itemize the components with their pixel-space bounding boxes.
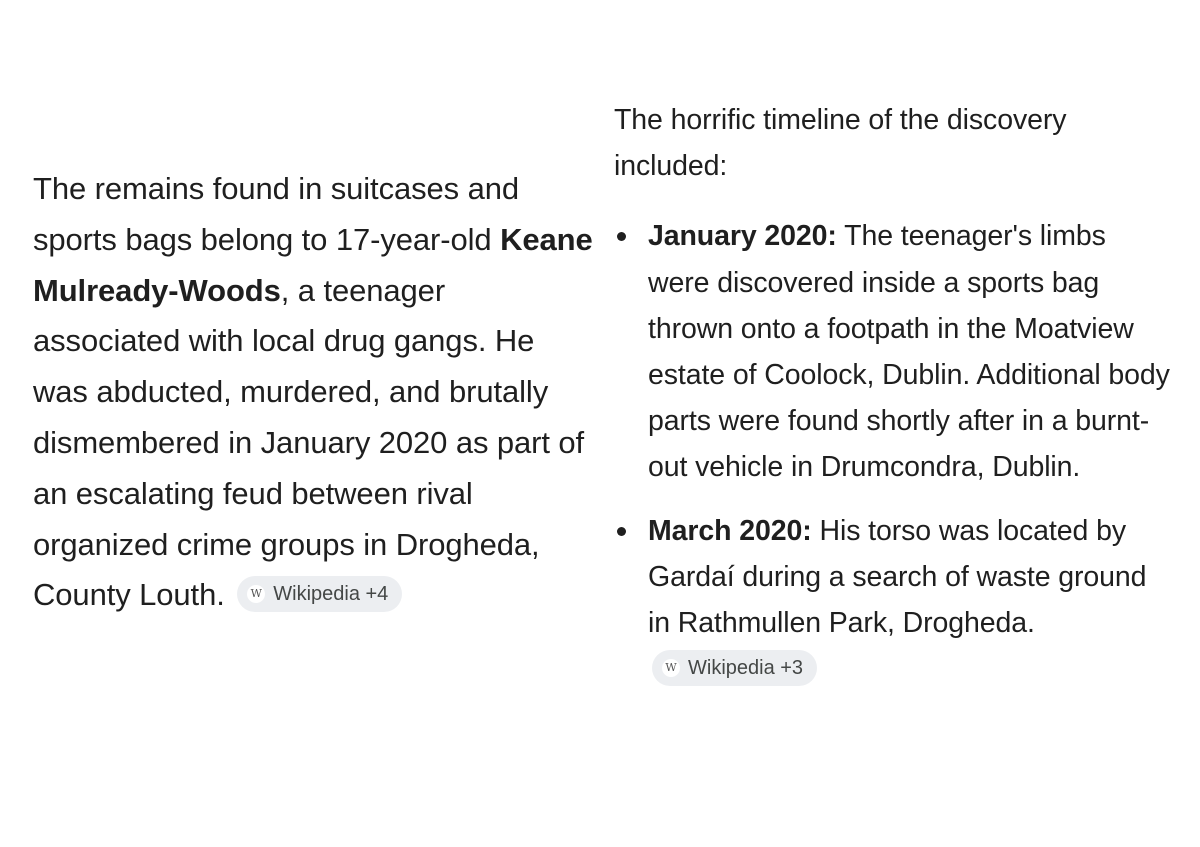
left-text-after-name: , a teenager associated with local drug gangs. He was abducted, murdered, and brutally dismembered in January 2020 as part of an escalating feud between rival organized crime groups in Drogheda, County Louth. (33, 272, 585, 613)
wikipedia-icon: W (247, 585, 265, 603)
timeline-item-text: The teenager's limbs were discovered inside a sports bag thrown onto a footpath in the Moatview estate of Coolock, Dublin. Additional body parts were found shortly after in a burnt-out vehicle in Drumcondra, Dublin. (648, 220, 1170, 484)
left-paragraph (33, 164, 593, 621)
source-chip-right[interactable] (652, 650, 817, 686)
bullet-dot (617, 232, 626, 241)
timeline-item-heading: March 2020: (648, 514, 812, 547)
source-chip-label: Wikipedia +3 (688, 656, 804, 679)
timeline-item-january (614, 213, 1174, 490)
bullet-dot (617, 527, 626, 536)
timeline-item-march (614, 508, 1174, 693)
wikipedia-icon: W (662, 659, 680, 677)
timeline-item-text: His torso was located by Gardaí during a search of waste ground in Rathmullen Park, Drogheda. (648, 514, 1147, 640)
source-chip-label: Wikipedia +4 (273, 583, 389, 606)
timeline-item-heading: January 2020: (648, 220, 837, 253)
timeline-list (614, 213, 1174, 692)
right-column (614, 97, 1174, 709)
timeline-intro: The horrific timeline of the discovery included: (614, 104, 1067, 183)
left-text-before-name: The remains found in suitcases and sports bags belong to 17-year-old (33, 171, 519, 257)
source-chip-left[interactable] (237, 576, 402, 612)
victim-name: Keane Mulready-Woods (33, 221, 593, 308)
